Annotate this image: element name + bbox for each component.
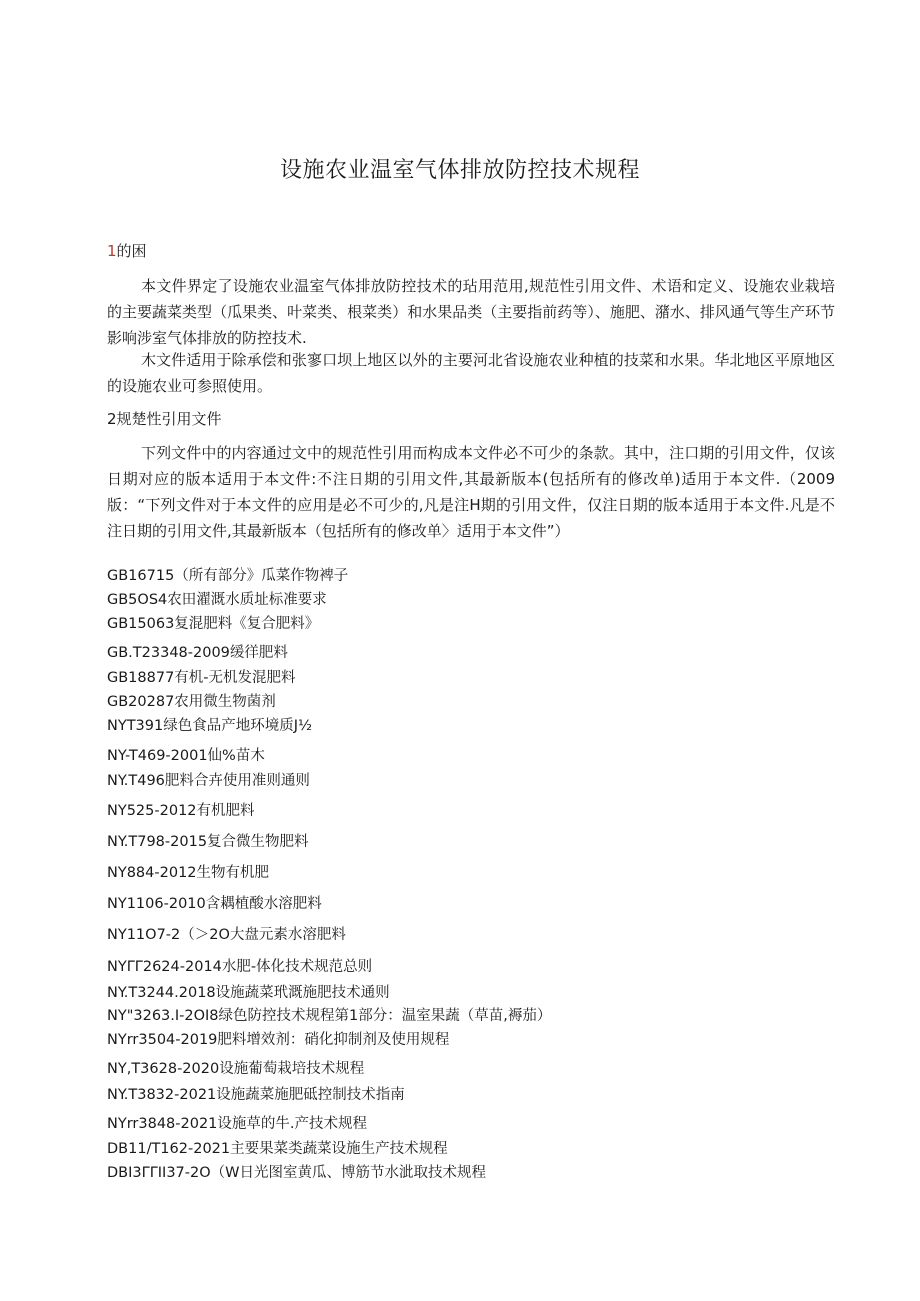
section-1-title: 的困 [116, 242, 147, 260]
reference-item: NYΓΓ2624-2014水肥-体化技术规范总则 [107, 959, 373, 975]
reference-item: NY"3263.I-2OI8绿色防控技术规程第1部分：温室果蔬（草苗,褥茄） [107, 1008, 552, 1024]
reference-item: DBI3ΓΓII37-2O（W日光图室黄瓜、博筋节水泚取技术规程 [107, 1165, 486, 1181]
reference-item: GB.T23348-2009缓徉肥料 [107, 645, 288, 661]
section-2-heading: 2规楚性引用文件 [107, 410, 222, 428]
section-2-paragraph: 下列文件中的内容通过文中的规范性引用而构成本文件必不可少的条款。其中，注口期的引用文件，仅该日期对应的版本适用于本文件:不注日期的引用文件,其最新版本(包括所有的修改单)适用于本文件.（2009版：“下列文件对于本文件的应用是必不可少的,凡是注H期的引用文件，仅注日期的版本适用于本文件.凡是不注日期的引用文件,其最新版本（包括所有的修改单〉适用于本文件”） [107, 444, 835, 540]
reference-item: DB11/T162-2021主要果菜类蔬菜设施生产技术规程 [107, 1141, 448, 1157]
section-1-heading [107, 240, 147, 261]
reference-item: NY.T3832-2021设施蔬菜施肥砥控制技术指南 [107, 1087, 405, 1103]
reference-item: NY525-2012有机肥料 [107, 803, 255, 819]
reference-item: NY.T496肥料合卉使用准则通则 [107, 773, 310, 789]
reference-item: NY884-2012生物有机肥 [107, 865, 270, 881]
reference-item: GB15063复混肥料《复合肥料》 [107, 616, 320, 632]
reference-item: NYrr3848-2021设施草的牛.产技术规程 [107, 1116, 368, 1132]
reference-item: NY.T3244.2018设施蔬菜玳溉施肥技术通则 [107, 985, 390, 1001]
reference-item: GB16715（所有部分》瓜菜作物裨子 [107, 568, 349, 584]
reference-item: GB18877有机-无机发混肥料 [107, 670, 296, 686]
reference-item: NY-T469-2001仙%苗木 [107, 748, 265, 764]
reference-item: NY11O7-2（＞2O大盘元素水溶肥料 [107, 927, 346, 943]
reference-item: GB5OS4农田濯溉水质址标准要求 [107, 592, 327, 608]
reference-item: NY1106-2010含耦植酸水溶肥料 [107, 896, 322, 912]
reference-item: GB20287农用微生物菌剂 [107, 694, 276, 710]
section-1-paragraph-2: 木文件适用于除承偿和张寥口坝上地区以外的主要河北省设施农业种植的技菜和水果。华北地区平原地区的设施农业可参照使用。 [107, 351, 835, 395]
reference-item: NY,T3628-2020设施葡萄栽培技术规程 [107, 1061, 365, 1077]
reference-item: NYT391绿色食品产地环境质J½ [107, 718, 313, 734]
reference-item: NYrr3504-2019肥料增效剂：硝化抑制剂及使用规程 [107, 1032, 450, 1048]
section-1-paragraph-1: 本文件界定了设施农业温室气体排放防控技术的玷用范用,规范性引用文件、术语和定义、设施农业栽培的主要蔬菜类型（瓜果类、叶菜类、根菜类）和水果品类（主要指前药等）、施肥、潴水、排风通气等生产环节影响涉室气体排放的防控技术. [107, 277, 835, 347]
reference-item: NY.T798-2015复合微生物肥料 [107, 834, 309, 850]
section-1-number: 1 [107, 242, 117, 260]
document-title: 设施农业温室气体排放防控技术规程 [279, 158, 640, 183]
